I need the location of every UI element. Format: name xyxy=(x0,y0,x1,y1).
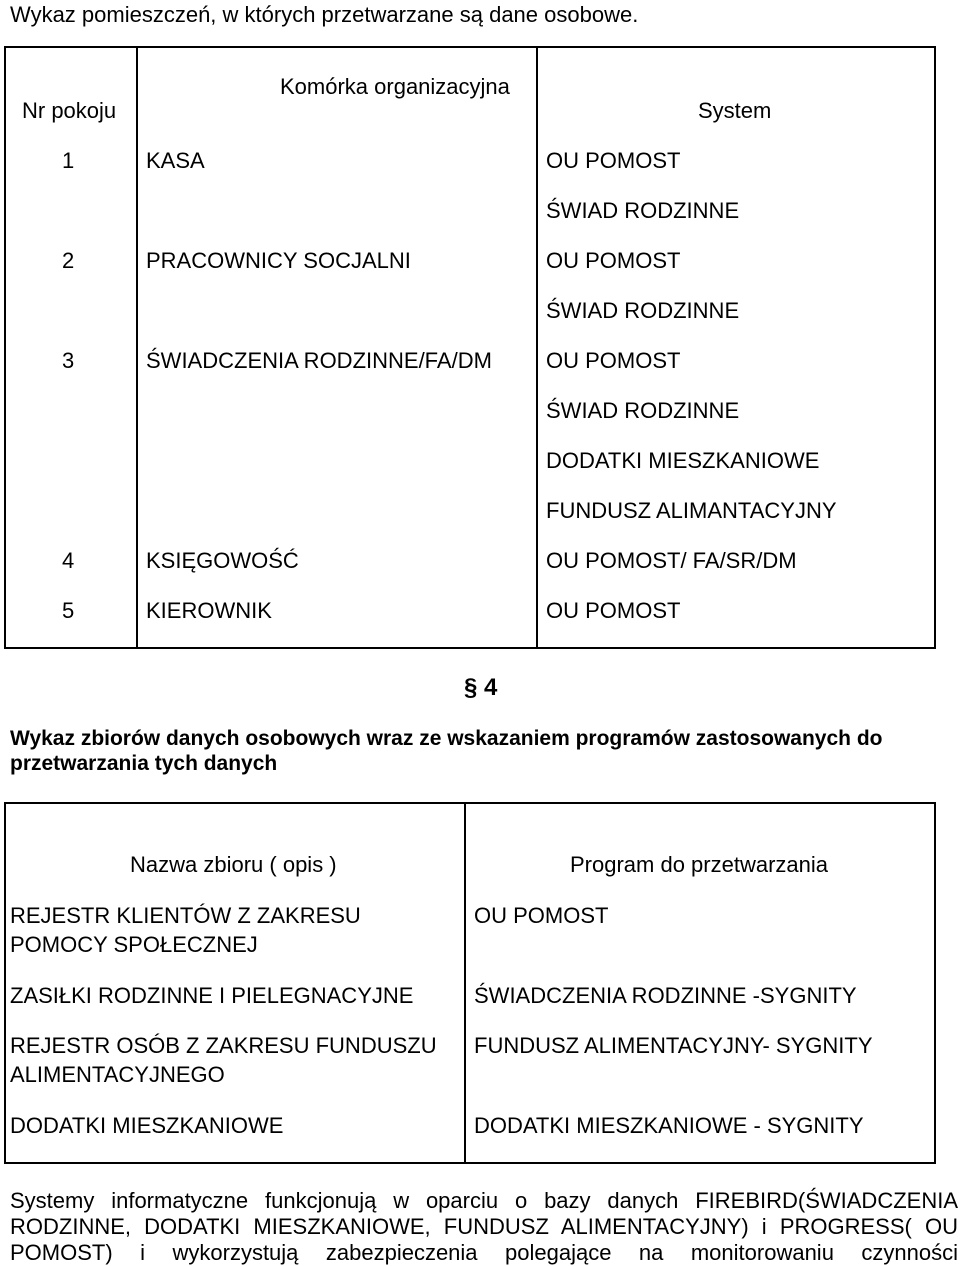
system-name: OU POMOST xyxy=(546,248,681,273)
room-number: 4 xyxy=(62,548,75,573)
dataset-name: ALIMENTACYJNEGO xyxy=(10,1062,225,1087)
room-number: 3 xyxy=(62,348,75,373)
system-name: ŚWIAD RODZINNE xyxy=(546,298,740,323)
header-system: System xyxy=(698,98,772,123)
system-name: OU POMOST xyxy=(546,598,681,623)
system-name: DODATKI MIESZKANIOWE xyxy=(546,448,820,473)
system-name: OU POMOST/ FA/SR/DM xyxy=(546,548,797,573)
dataset-name: DODATKI MIESZKANIOWE xyxy=(10,1113,284,1138)
room-number: 1 xyxy=(62,148,75,173)
system-name: OU POMOST xyxy=(546,148,681,173)
system-name: OU POMOST xyxy=(546,348,681,373)
section-heading-line-1: Wykaz zbiorów danych osobowych wraz ze wskazaniem programów zastosowanych do xyxy=(10,727,883,750)
dataset-name: REJESTR KLIENTÓW Z ZAKRESU xyxy=(10,903,361,928)
dataset-name: POMOCY SPOŁECZNEJ xyxy=(10,932,258,957)
room-number: 5 xyxy=(62,598,75,623)
dataset-program: ŚWIADCZENIA RODZINNE -SYGNITY xyxy=(474,983,857,1008)
system-name: ŚWIAD RODZINNE xyxy=(546,398,740,423)
header-dataset-name: Nazwa zbioru ( opis ) xyxy=(130,852,337,877)
dataset-name: REJESTR OSÓB Z ZAKRESU FUNDUSZU xyxy=(10,1033,437,1058)
datasets-table-divider xyxy=(464,802,466,1164)
dataset-program: DODATKI MIESZKANIOWE - SYGNITY xyxy=(474,1113,864,1138)
section-heading-line-2: przetwarzania tych danych xyxy=(10,752,278,775)
section-mark: § 4 xyxy=(464,674,498,701)
dataset-program: FUNDUSZ ALIMENTACYJNY- SYGNITY xyxy=(474,1033,873,1058)
dataset-program: OU POMOST xyxy=(474,903,609,928)
room-number: 2 xyxy=(62,248,75,273)
unit-name: ŚWIADCZENIA RODZINNE/FA/DM xyxy=(146,348,492,373)
intro-text: Wykaz pomieszczeń, w których przetwarzane są dane osobowe. xyxy=(10,2,639,27)
rooms-table-divider-1 xyxy=(136,46,138,649)
header-program: Program do przetwarzania xyxy=(570,852,829,877)
header-unit: Komórka organizacyjna xyxy=(280,74,510,99)
dataset-name: ZASIŁKI RODZINNE I PIELEGNACYJNE xyxy=(10,983,414,1008)
header-room: Nr pokoju xyxy=(22,98,117,123)
unit-name: KSIĘGOWOŚĆ xyxy=(146,548,299,573)
closing-paragraph: Systemy informatyczne funkcjonują w oparciu o bazy danych FIREBIRD(ŚWIADCZENIA RODZINNE, DODATKI MIESZKANIOWE, FUNDUSZ ALIMENTACYJNY) i PROGRESS( OU POMOST) i wykorzystują zabezpieczenia polegające na monitorowaniu czynności xyxy=(10,1188,958,1265)
unit-name: KIEROWNIK xyxy=(146,598,272,623)
system-name: ŚWIAD RODZINNE xyxy=(546,198,740,223)
rooms-table-divider-2 xyxy=(536,46,538,649)
unit-name: KASA xyxy=(146,148,205,173)
system-name: FUNDUSZ ALIMANTACYJNY xyxy=(546,498,837,523)
unit-name: PRACOWNICY SOCJALNI xyxy=(146,248,411,273)
